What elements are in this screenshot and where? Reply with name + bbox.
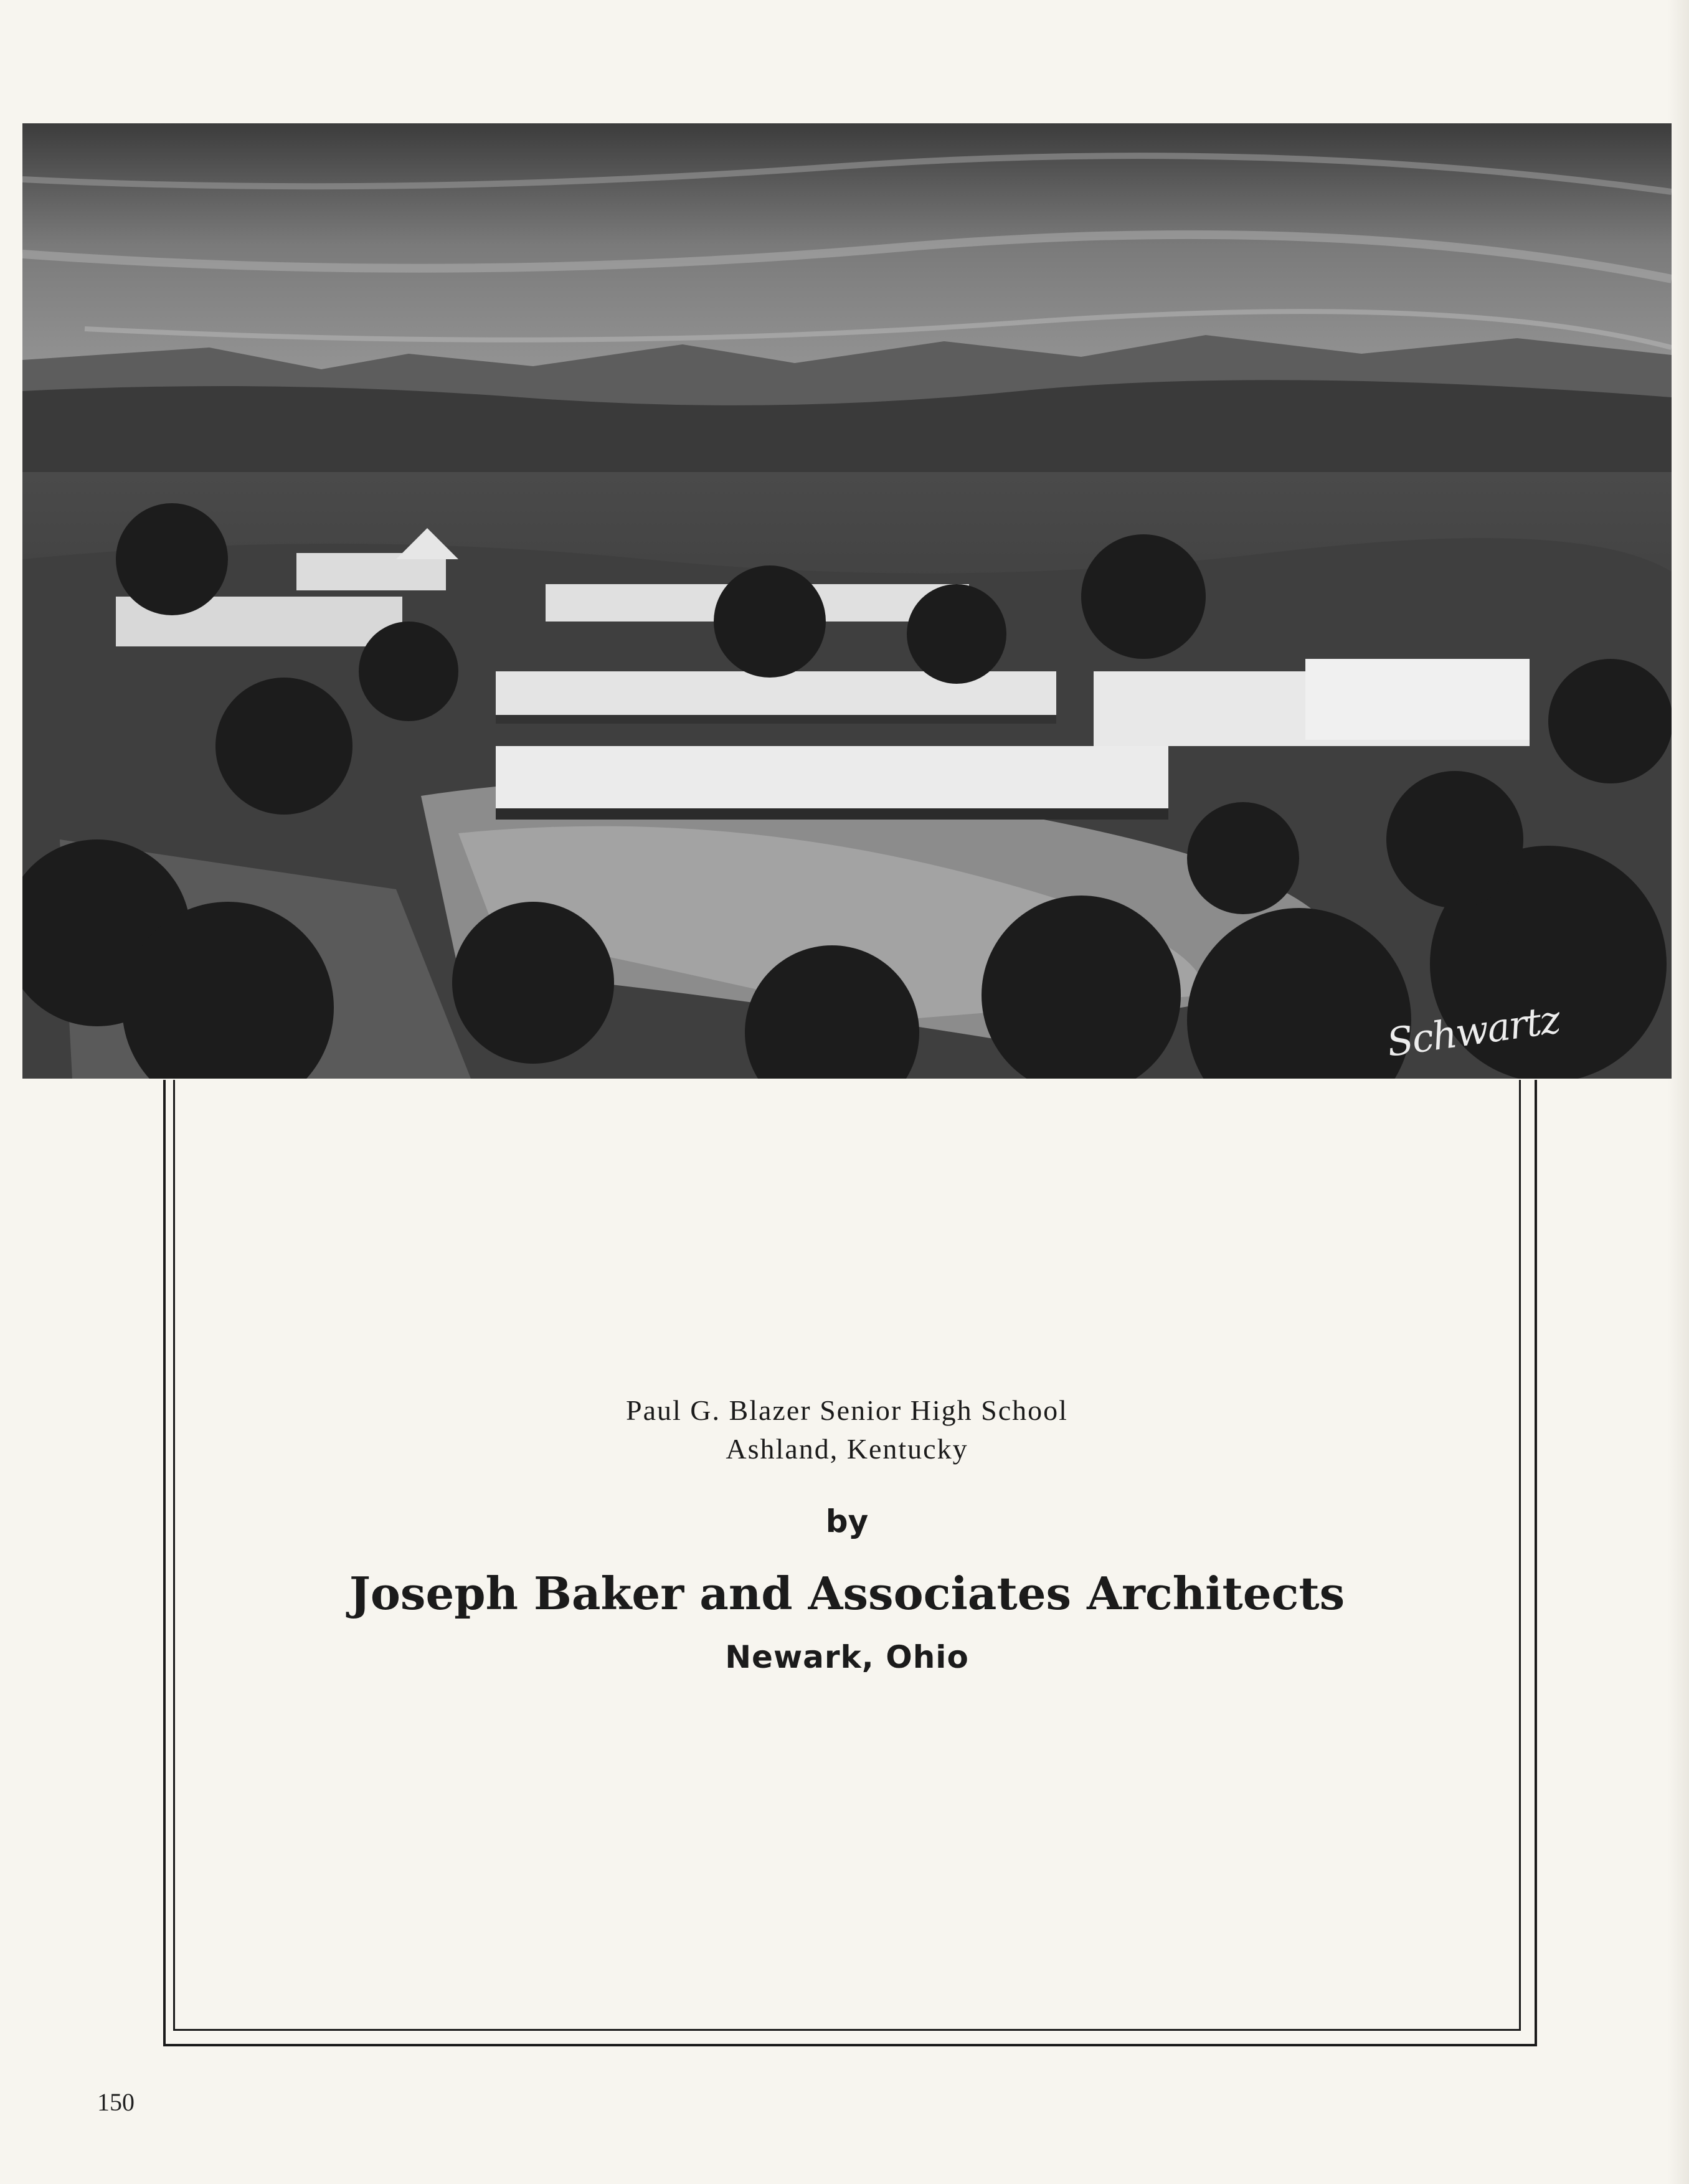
artist-signature: Schwartz: [1383, 996, 1562, 1066]
caption-frame-inner: [173, 1080, 1521, 2031]
page-number: 150: [97, 2088, 135, 2116]
campus-rendering-svg: [22, 123, 1672, 1079]
architect-firm-name: Joseph Baker and Associates Architects: [349, 1567, 1345, 1620]
by-label: by: [825, 1503, 869, 1539]
campus-illustration: [22, 123, 1672, 1079]
school-location: Ashland, Kentucky: [726, 1433, 968, 1465]
building-main-classroom: [496, 746, 1168, 808]
architect-location: Newark, Ohio: [725, 1639, 969, 1675]
school-name: Paul G. Blazer Senior High School: [626, 1394, 1068, 1426]
